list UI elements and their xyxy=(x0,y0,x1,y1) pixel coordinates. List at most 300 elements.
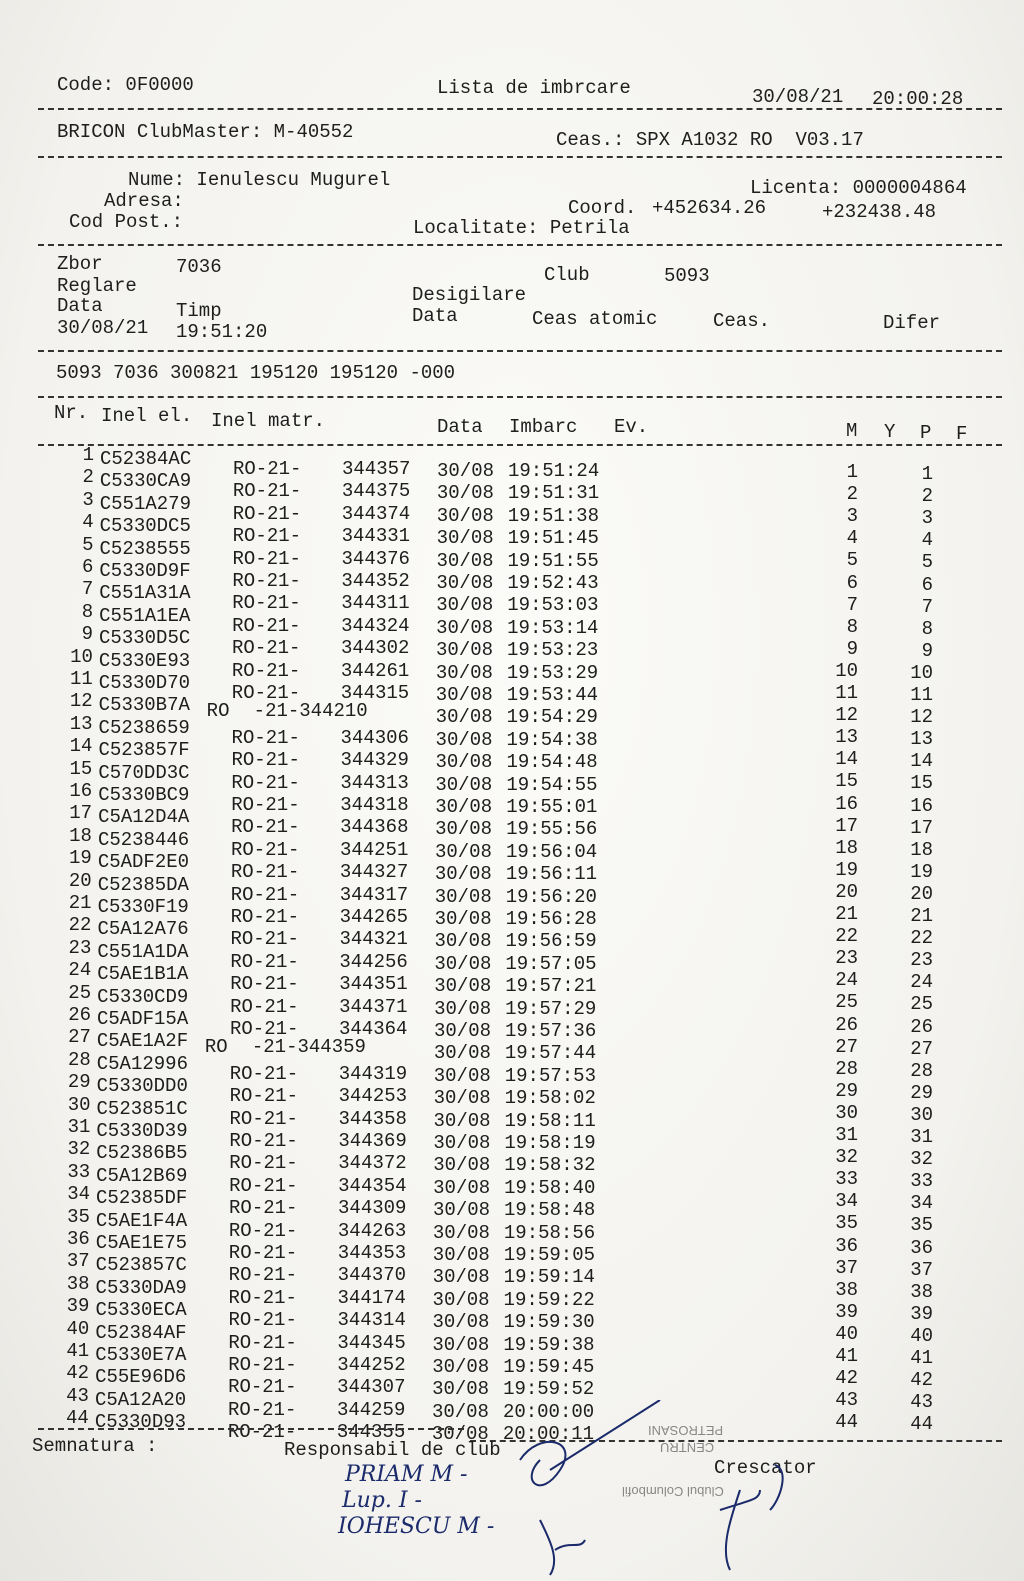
owner-license: Licenta: 0000004864 xyxy=(750,177,967,199)
place-m: 10 xyxy=(835,659,858,682)
basket-date: 30/08 xyxy=(435,706,493,729)
place-m: 34 xyxy=(835,1190,858,1213)
ring-number: 344369 xyxy=(338,1130,407,1152)
ring-number: 344329 xyxy=(340,749,409,772)
place-p: 21 xyxy=(910,905,933,927)
row-number: 44 xyxy=(66,1407,89,1430)
place-p: 12 xyxy=(910,706,933,729)
basket-date: 30/08 xyxy=(431,1423,489,1446)
reg-time-label: Timp xyxy=(176,300,222,322)
reg-time: 19:51:20 xyxy=(176,321,268,343)
club-label: Club xyxy=(544,264,590,286)
basket-time: 19:58:11 xyxy=(504,1109,596,1132)
place-m: 35 xyxy=(835,1212,858,1235)
ring-number: 344265 xyxy=(339,906,409,928)
place-p: 30 xyxy=(910,1103,933,1126)
electronic-ring: C5330D39 xyxy=(96,1120,188,1142)
place-m: 25 xyxy=(835,991,858,1014)
basket-date: 30/08 xyxy=(431,1400,489,1423)
electronic-ring: C5330BC9 xyxy=(98,784,190,806)
row-number: 20 xyxy=(68,869,92,892)
electronic-ring: C5238555 xyxy=(99,537,191,560)
reg-date: 30/08/21 xyxy=(57,317,149,339)
basket-time: 19:56:28 xyxy=(505,908,597,930)
basket-time: 19:51:31 xyxy=(507,482,600,505)
basket-time: 19:59:14 xyxy=(503,1266,595,1289)
electronic-ring: C5330D5C xyxy=(99,627,191,650)
electronic-ring: C52384AC xyxy=(100,448,192,470)
row-number: 14 xyxy=(69,735,93,758)
place-p: 22 xyxy=(910,927,933,950)
basket-time: 19:54:29 xyxy=(506,706,598,729)
basket-time: 19:58:40 xyxy=(504,1176,596,1199)
ring-prefix: RO-21- xyxy=(230,928,299,951)
ring-number: 344364 xyxy=(339,1018,408,1040)
row-number: 43 xyxy=(66,1384,89,1407)
electronic-ring: C551A1EA xyxy=(99,604,191,627)
row-number: 34 xyxy=(67,1183,91,1206)
basket-time: 19:57:53 xyxy=(504,1064,596,1087)
col-data: Data xyxy=(437,416,483,438)
electronic-ring: C5330CD9 xyxy=(97,985,189,1008)
ring-number: 344374 xyxy=(341,502,411,525)
ring-number: 344368 xyxy=(340,816,409,839)
stamp-text: PETROSANI xyxy=(648,1423,724,1438)
basket-time: 19:51:38 xyxy=(507,504,599,527)
row-number: 1 xyxy=(82,444,94,466)
ring-prefix: RO-21- xyxy=(228,1219,298,1242)
electronic-ring: C5AE1E75 xyxy=(95,1232,188,1254)
basket-date: 30/08 xyxy=(435,661,493,684)
basket-date: 30/08 xyxy=(432,1311,490,1334)
place-m: 32 xyxy=(835,1146,858,1169)
handwritten-name-2: Lup. I - xyxy=(342,1488,422,1513)
ring-prefix: RO-21- xyxy=(231,659,301,682)
place-m: 41 xyxy=(835,1345,858,1367)
place-m: 44 xyxy=(835,1411,858,1434)
electronic-ring: C5330D93 xyxy=(94,1411,187,1434)
place-p: 36 xyxy=(910,1236,933,1259)
place-m: 8 xyxy=(846,615,858,638)
basket-time: 20:00:11 xyxy=(502,1423,595,1446)
ring-number: -21-344359 xyxy=(251,1036,366,1059)
des-diff-label: Difer xyxy=(883,312,941,334)
divider xyxy=(38,156,1002,158)
print-time: 20:00:28 xyxy=(872,88,964,110)
col-nr: Nr. xyxy=(54,402,89,424)
place-p: 20 xyxy=(910,882,933,905)
electronic-ring: C551A31A xyxy=(99,582,191,605)
row-number: 41 xyxy=(66,1340,90,1362)
basket-time: 19:55:56 xyxy=(506,818,598,841)
place-m: 42 xyxy=(835,1367,858,1390)
place-m: 17 xyxy=(835,814,858,837)
place-m: 11 xyxy=(835,682,858,704)
basket-time: 19:55:01 xyxy=(506,796,598,818)
basket-date: 30/08 xyxy=(434,1020,492,1042)
place-p: 25 xyxy=(910,993,933,1016)
electronic-ring: C5330DC5 xyxy=(99,515,191,538)
ring-prefix: RO-21- xyxy=(228,1242,298,1264)
electronic-ring: C5330B7A xyxy=(98,694,190,717)
place-p: 37 xyxy=(910,1258,933,1281)
handwritten-name-1: PRIAM M - xyxy=(345,1462,468,1487)
ring-number: -21-344210 xyxy=(253,700,368,723)
basket-time: 19:59:52 xyxy=(503,1378,595,1401)
des-atomic-label: Ceas atomic xyxy=(532,308,658,330)
basket-time: 19:57:05 xyxy=(505,952,597,975)
place-m: 1 xyxy=(846,461,858,483)
row-number: 38 xyxy=(66,1272,90,1295)
place-m: 15 xyxy=(835,770,858,793)
row-number: 42 xyxy=(66,1362,90,1385)
basket-time: 19:54:55 xyxy=(506,773,598,796)
row-number: 15 xyxy=(69,757,93,780)
row-number: 22 xyxy=(68,914,92,937)
place-p: 19 xyxy=(910,860,933,883)
ring-prefix: RO-21- xyxy=(228,1264,298,1287)
ring-prefix: RO-21- xyxy=(232,525,302,548)
basket-time: 19:57:29 xyxy=(505,997,597,1020)
place-m: 16 xyxy=(835,792,858,815)
flight-summary: 5093 7036 300821 195120 195120 -000 xyxy=(56,362,456,384)
place-m: 22 xyxy=(835,925,858,948)
basket-time: 19:53:03 xyxy=(507,594,599,617)
row-number: 4 xyxy=(82,511,94,534)
row-number: 32 xyxy=(67,1138,91,1161)
place-m: 5 xyxy=(846,549,858,572)
row-number: 37 xyxy=(66,1250,90,1273)
flight-label: Zbor xyxy=(57,253,103,275)
electronic-ring: C551A279 xyxy=(99,492,191,515)
electronic-ring: C523857F xyxy=(98,739,190,762)
ring-prefix: RO-21- xyxy=(232,547,301,570)
basket-date: 30/08 xyxy=(434,840,492,863)
col-f: F xyxy=(956,423,968,445)
ring-number: 344259 xyxy=(336,1398,406,1421)
place-p: 28 xyxy=(910,1059,933,1082)
basket-date: 30/08 xyxy=(435,728,493,751)
place-p: 23 xyxy=(910,949,933,972)
place-m: 26 xyxy=(835,1013,858,1036)
place-m: 33 xyxy=(835,1168,858,1191)
place-p: 42 xyxy=(910,1369,933,1392)
ring-prefix: RO-21- xyxy=(229,1062,299,1085)
place-m: 20 xyxy=(835,880,858,903)
ring-number: 344351 xyxy=(339,973,408,996)
basket-time: 19:59:30 xyxy=(503,1311,595,1334)
ring-prefix: RO-21- xyxy=(227,1398,297,1421)
ring-prefix: RO-21- xyxy=(227,1421,297,1444)
ring-prefix: RO-21- xyxy=(228,1376,297,1399)
place-m: 12 xyxy=(835,704,858,727)
ring-number: 344251 xyxy=(339,838,409,861)
divider xyxy=(38,1428,464,1430)
place-p: 11 xyxy=(910,684,933,706)
place-p: 32 xyxy=(910,1148,933,1171)
ring-prefix: RO-21- xyxy=(229,1152,298,1175)
place-m: 43 xyxy=(835,1389,858,1412)
electronic-ring: C523851C xyxy=(96,1097,188,1120)
basket-date: 30/08 xyxy=(433,1087,491,1110)
basket-time: 20:00:00 xyxy=(502,1400,595,1423)
stamp-text: Clubul Columbofil xyxy=(622,1484,724,1499)
ring-number: 344321 xyxy=(339,928,408,951)
place-m: 19 xyxy=(835,858,858,881)
place-p: 8 xyxy=(921,617,933,640)
row-number: 6 xyxy=(81,556,94,578)
electronic-ring: C5A12D4A xyxy=(98,806,190,829)
divider xyxy=(38,350,1002,352)
ring-number: 344353 xyxy=(337,1242,407,1264)
place-p: 9 xyxy=(921,639,933,662)
row-number: 31 xyxy=(67,1116,91,1138)
place-p: 17 xyxy=(910,816,933,839)
ring-prefix: RO-21- xyxy=(231,749,300,772)
coord-lat: +452634.26 xyxy=(652,197,767,219)
ring-prefix: RO-21- xyxy=(228,1354,297,1376)
row-number: 11 xyxy=(69,668,93,690)
place-p: 14 xyxy=(910,750,933,773)
electronic-ring: C5ADF2E0 xyxy=(97,851,190,874)
place-p: 7 xyxy=(921,595,933,618)
place-p: 13 xyxy=(910,728,933,751)
electronic-ring: C5238659 xyxy=(98,716,190,739)
electronic-ring: C5330F19 xyxy=(97,896,189,918)
ring-number: 344318 xyxy=(340,794,409,816)
electronic-ring: C5330ECA xyxy=(95,1299,187,1322)
row-number: 23 xyxy=(68,936,92,959)
place-p: 29 xyxy=(910,1081,933,1104)
basket-date: 30/08 xyxy=(433,1176,491,1199)
place-p: 33 xyxy=(910,1170,933,1193)
owner-postcode: Cod Post.: xyxy=(69,211,184,233)
ring-number: 344375 xyxy=(341,480,411,503)
place-m: 14 xyxy=(835,748,858,771)
ring-prefix: RO-21- xyxy=(230,883,300,906)
ring-prefix: RO xyxy=(204,1036,228,1059)
row-number: 28 xyxy=(67,1048,91,1071)
place-p: 18 xyxy=(910,838,933,861)
ring-prefix: RO-21- xyxy=(231,726,300,749)
divider xyxy=(38,244,1002,246)
ring-prefix: RO-21- xyxy=(231,682,301,704)
ring-number: 344252 xyxy=(337,1354,406,1376)
ring-prefix: RO-21- xyxy=(231,816,300,839)
ring-number: 344253 xyxy=(338,1085,408,1108)
basket-date: 30/08 xyxy=(435,773,493,796)
basket-date: 30/08 xyxy=(433,1064,491,1087)
ring-prefix: RO-21- xyxy=(232,480,302,503)
owner-name: Nume: Ienulescu Mugurel xyxy=(128,169,391,191)
ring-prefix: RO-21- xyxy=(232,592,301,615)
row-number: 39 xyxy=(66,1295,90,1318)
place-p: 39 xyxy=(910,1302,933,1325)
coord-lon: +232438.48 xyxy=(822,201,937,223)
signature-label: Semnatura : xyxy=(32,1435,158,1457)
row-number: 40 xyxy=(66,1317,90,1340)
electronic-ring: C5AE1B1A xyxy=(97,963,189,986)
row-number: 35 xyxy=(67,1205,90,1228)
basket-date: 30/08 xyxy=(435,684,493,706)
place-p: 15 xyxy=(910,772,933,795)
place-m: 27 xyxy=(835,1035,858,1058)
basket-time: 19:56:59 xyxy=(505,930,597,953)
electronic-ring: C5A12A20 xyxy=(94,1388,187,1411)
row-number: 5 xyxy=(82,533,94,556)
electronic-ring: C52385DF xyxy=(96,1187,188,1210)
breeder-label: Crescator xyxy=(714,1457,817,1479)
electronic-ring: C523857C xyxy=(95,1254,187,1277)
basket-time: 19:58:56 xyxy=(503,1221,596,1244)
basket-date: 30/08 xyxy=(432,1288,490,1311)
basket-time: 19:51:55 xyxy=(507,549,599,572)
row-number: 9 xyxy=(81,623,94,646)
place-m: 31 xyxy=(835,1124,858,1146)
ring-number: 344352 xyxy=(341,570,410,592)
place-m: 3 xyxy=(846,505,858,528)
basket-date: 30/08 xyxy=(437,460,495,482)
row-number: 29 xyxy=(67,1071,91,1094)
ring-number: 344302 xyxy=(341,637,410,660)
electronic-ring: C5330D70 xyxy=(98,672,191,694)
place-p: 16 xyxy=(910,794,933,817)
basket-date: 30/08 xyxy=(434,908,492,930)
place-m: 40 xyxy=(835,1322,858,1345)
place-p: 2 xyxy=(921,485,933,508)
place-p: 44 xyxy=(910,1413,933,1436)
basket-date: 30/08 xyxy=(436,594,494,617)
row-number: 36 xyxy=(66,1228,90,1250)
place-p: 26 xyxy=(910,1015,933,1038)
col-p: P xyxy=(920,422,932,444)
row-number: 7 xyxy=(81,578,94,601)
basket-time: 19:54:48 xyxy=(506,751,598,774)
basket-time: 19:53:23 xyxy=(507,639,599,662)
ring-number: 344317 xyxy=(339,883,409,906)
row-number: 18 xyxy=(69,824,92,847)
row-number: 26 xyxy=(68,1004,91,1026)
basket-date: 30/08 xyxy=(434,863,492,886)
row-number: 3 xyxy=(82,488,94,511)
basket-date: 30/08 xyxy=(434,885,492,908)
place-p: 24 xyxy=(910,971,933,994)
basket-time: 19:57:36 xyxy=(505,1020,597,1042)
ring-prefix: RO-21- xyxy=(229,1130,298,1152)
place-p: 34 xyxy=(910,1192,933,1215)
basket-date: 30/08 xyxy=(436,639,494,662)
ring-number: 344315 xyxy=(340,682,410,704)
divider xyxy=(38,108,1002,110)
electronic-ring: C5AE1A2F xyxy=(96,1030,189,1053)
col-m: M xyxy=(846,420,858,442)
ring-number: 344371 xyxy=(339,995,408,1018)
ring-number: 344311 xyxy=(341,592,410,615)
basket-date: 30/08 xyxy=(433,1109,491,1132)
ring-number: 344174 xyxy=(337,1286,406,1309)
basket-date: 30/08 xyxy=(432,1333,490,1356)
electronic-ring: C5ADF15A xyxy=(97,1008,189,1030)
ring-number: 344372 xyxy=(338,1152,407,1175)
basket-date: 30/08 xyxy=(434,975,492,998)
ring-prefix: RO-21- xyxy=(232,570,301,592)
basket-time: 19:57:21 xyxy=(505,975,597,998)
owner-locality: Localitate: Petrila xyxy=(413,217,630,239)
row-number: 27 xyxy=(68,1026,91,1049)
basket-date: 30/08 xyxy=(432,1378,490,1401)
row-number: 13 xyxy=(69,712,93,735)
basket-time: 19:56:20 xyxy=(505,885,597,908)
basket-date: 30/08 xyxy=(433,1132,491,1154)
electronic-ring: C5A12B69 xyxy=(96,1164,188,1187)
electronic-ring: C5A12996 xyxy=(96,1052,188,1075)
ring-prefix: RO-21- xyxy=(230,861,300,884)
ring-number: 344306 xyxy=(340,726,409,749)
col-imbarc: Imbarc xyxy=(509,416,578,438)
document-title: Lista de imbrcare xyxy=(437,77,631,99)
ring-number: 344319 xyxy=(338,1062,408,1085)
row-number: 16 xyxy=(69,780,93,802)
ring-number: 344261 xyxy=(340,659,410,682)
ring-prefix: RO-21- xyxy=(230,838,300,861)
ring-prefix: RO-21- xyxy=(230,1018,299,1040)
ring-number: 344307 xyxy=(337,1376,406,1399)
place-p: 27 xyxy=(910,1037,933,1060)
club-number: 5093 xyxy=(664,265,710,287)
desigilare-label: Desigilare xyxy=(412,284,527,306)
place-m: 38 xyxy=(835,1278,858,1301)
ring-number: 344370 xyxy=(337,1264,407,1287)
ring-prefix: RO-21- xyxy=(233,458,302,480)
place-p: 4 xyxy=(921,529,933,552)
place-p: 1 xyxy=(921,463,933,485)
place-p: 43 xyxy=(910,1391,933,1414)
des-clock-label: Ceas. xyxy=(713,310,771,332)
basket-date: 30/08 xyxy=(434,997,492,1020)
electronic-ring: C5330D9F xyxy=(99,560,191,582)
place-m: 30 xyxy=(835,1101,858,1124)
place-p: 41 xyxy=(910,1347,933,1369)
place-p: 3 xyxy=(921,507,933,530)
ring-number: 344263 xyxy=(337,1219,407,1242)
ring-number: 344327 xyxy=(339,861,409,884)
basket-date: 30/08 xyxy=(436,572,494,594)
ring-prefix: RO-21- xyxy=(232,637,301,660)
col-inel-el: Inel el. xyxy=(101,405,193,427)
basket-date: 30/08 xyxy=(432,1356,490,1378)
ring-number: 344376 xyxy=(341,547,410,570)
basket-time: 19:59:22 xyxy=(503,1288,595,1311)
place-p: 35 xyxy=(910,1214,933,1237)
basket-time: 19:59:05 xyxy=(503,1244,596,1266)
basket-time: 19:54:38 xyxy=(506,728,598,751)
reg-date-label: Data xyxy=(57,295,103,317)
place-m: 4 xyxy=(846,527,858,550)
basket-date: 30/08 xyxy=(435,796,493,818)
basket-time: 19:58:32 xyxy=(504,1154,596,1177)
ring-prefix: RO-21- xyxy=(229,1197,298,1220)
ring-prefix: RO-21- xyxy=(228,1309,297,1332)
ring-prefix: RO-21- xyxy=(231,794,300,816)
row-number: 30 xyxy=(67,1093,91,1116)
place-m: 39 xyxy=(835,1300,858,1323)
basket-time: 19:57:44 xyxy=(504,1042,597,1065)
electronic-ring: C5330E7A xyxy=(95,1344,187,1366)
place-m: 18 xyxy=(835,836,858,859)
basket-time: 19:56:04 xyxy=(505,840,598,863)
electronic-ring: C570DD3C xyxy=(98,761,190,784)
row-number: 33 xyxy=(67,1160,91,1183)
